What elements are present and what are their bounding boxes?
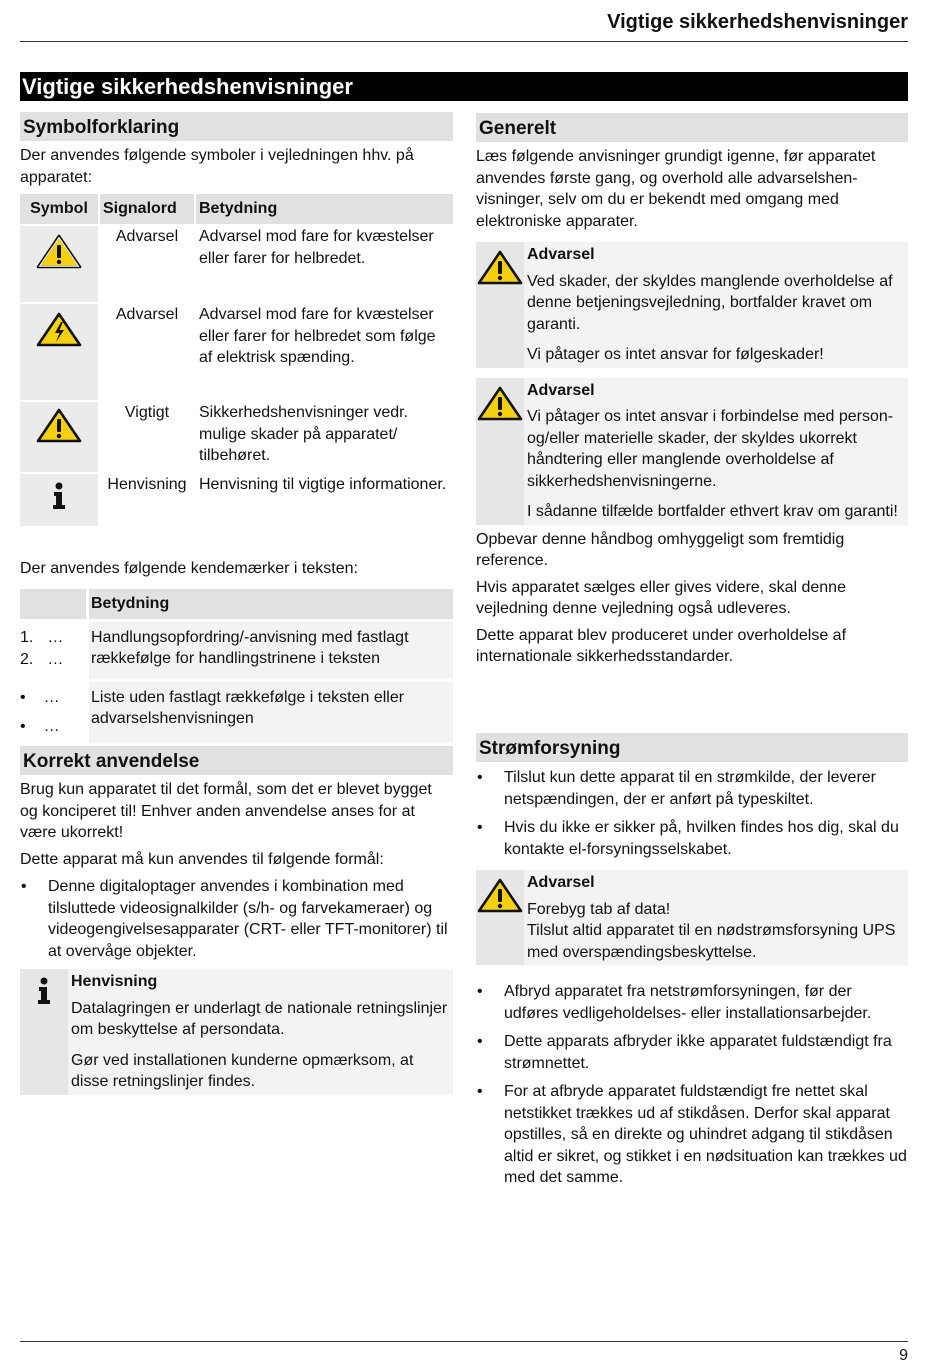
page-number: 9 xyxy=(899,1347,908,1364)
warning-line2: Tilslut altid apparatet til en nødstrømsforsyning UPS med overspændingsbeskyttelse. xyxy=(527,922,896,961)
signal-word: Advarsel xyxy=(115,306,179,323)
table-row xyxy=(20,474,453,526)
strom-heading: Strømforsyning xyxy=(476,733,908,762)
list-item: • Dette apparats afbryder ikke apparatet fuldstændigt fra strømnettet. xyxy=(476,1031,908,1074)
bullet-meaning: Liste uden fastlagt rækkefølge i teksten eller advarselshenvisningen xyxy=(89,682,453,743)
signal-word: Vigtigt xyxy=(124,404,170,421)
warning-icon xyxy=(476,242,524,368)
warning-title: Advarsel xyxy=(527,246,595,263)
warning-line1: Forebyg tab af data! xyxy=(527,900,671,918)
info-icon xyxy=(20,474,98,526)
warning-box xyxy=(476,870,908,965)
footer-rule xyxy=(20,1341,908,1342)
generelt-heading: Generelt xyxy=(476,113,908,142)
numbered-marker: 1. … 2. … xyxy=(20,628,64,668)
numbered-meaning: Handlungsopfordring/-anvisning med fastlagt rækkefølge for handlingstrinene i teksten xyxy=(89,622,453,679)
korrekt-p2: Dette apparat må kun anvendes til følgende formål: xyxy=(20,850,384,868)
list-item: • Afbryd apparatet fra netstrømforsyningen, før der udføres vedligeholdelses- eller installationsarbejder. xyxy=(476,981,908,1024)
symbol-section-heading: Symbolforklaring xyxy=(20,112,453,141)
warning-title: Advarsel xyxy=(527,874,595,891)
warning-title: Advarsel xyxy=(527,381,595,399)
generelt-made: Dette apparat blev produceret under overholdelse af internationale sikkerhedsstandarder. xyxy=(476,626,847,665)
list-item: • Denne digitaloptager anvendes i kombination med tilsluttede videosignalkilder (s/h- og farvekameraer) og videogengivelsesapparater (CRT- eller TFT-monitorer) til at overvåge objekter. xyxy=(20,876,453,962)
table-row xyxy=(20,402,453,472)
warning-box xyxy=(476,242,908,368)
bullet-marker: • … • … xyxy=(20,688,60,735)
meaning: Advarsel mod fare for kvæstelser eller farer for helbredet. xyxy=(199,228,434,267)
warning-p1: Ved skader, der skyldes manglende overholdelse af denne betjeningsvejledning, bortfalder kravet om garanti. xyxy=(527,272,893,333)
note-p1: Datalagringen er underlagt de nationale retningslinjer om beskyttelse af persondata. xyxy=(71,999,448,1038)
note-box xyxy=(20,969,453,1095)
warning-p2: I sådanne tilfælde bortfalder ethvert krav om garanti! xyxy=(527,503,898,520)
korrekt-section xyxy=(20,746,453,1095)
korrekt-heading: Korrekt anvendelse xyxy=(20,746,453,775)
warning-icon xyxy=(20,402,98,472)
marks-intro: Der anvendes følgende kendemærker i teksten: xyxy=(20,560,358,577)
warning-p2: Vi påtager os intet ansvar for følgeskader! xyxy=(527,346,824,363)
running-header: Vigtige sikkerhedshenvisninger xyxy=(607,11,908,33)
generelt-keep: Opbevar denne håndbog omhyggeligt som fremtidig reference. xyxy=(476,530,845,569)
warning-box xyxy=(476,378,908,525)
meaning: Advarsel mod fare for kvæstelser eller farer for helbredet som følge af elektrisk spænding. xyxy=(199,306,436,366)
marks-col-betydning: Betydning xyxy=(89,589,453,619)
symbol-table xyxy=(18,192,455,528)
symbol-intro: Der anvendes følgende symboler i vejledningen hhv. på apparatet: xyxy=(20,147,414,186)
col-betydning: Betydning xyxy=(196,194,453,224)
warning-icon xyxy=(20,226,98,302)
info-icon xyxy=(20,969,68,1095)
note-p2: Gør ved installationen kunderne opmærksom, at disse retningslinjer findes. xyxy=(71,1051,414,1090)
right-column xyxy=(476,113,908,668)
warning-icon xyxy=(476,378,524,525)
col-symbol: Symbol xyxy=(20,194,98,224)
signal-word: Advarsel xyxy=(115,228,179,245)
list-item: • Tilslut kun dette apparat til en strømkilde, der leverer netspændingen, der er anført på typeskiltet. xyxy=(476,767,908,810)
warning-p1: Vi påtager os intet ansvar i forbindelse med person- og/eller materielle skader, der skyldes ukorrekt håndtering eller manglende overholdelse af sikkerhedshenvisningerne. xyxy=(527,408,894,490)
warning-icon xyxy=(476,870,524,965)
left-column xyxy=(20,112,453,743)
generelt-intro: Læs følgende anvisninger grundigt igenne, før apparatet anvendes første gang, og overhold alle advarselshen-visninger, selv om du er bekendt med omgang med elektroniske apparater. xyxy=(476,148,876,230)
main-title: Vigtige sikkerhedshenvisninger xyxy=(20,72,908,101)
header-rule xyxy=(20,41,908,42)
meaning: Henvisning til vigtige informationer. xyxy=(199,476,447,493)
list-item: • Hvis du ikke er sikker på, hvilken findes hos dig, skal du kontakte el-forsyningsselskabet. xyxy=(476,817,908,860)
strom-section xyxy=(476,733,908,1196)
table-row xyxy=(20,226,453,302)
col-signalord: Signalord xyxy=(100,194,194,224)
list-item: • For at afbryde apparatet fuldstændigt fre nettet skal netstikket trækkes ud af stikdåsen. Derfor skal apparat opstilles, så en direkte og uhindret adgang til stikdåsen altid er sikret, og stikket i en nødsituation kan trækkes ud med det samme. xyxy=(476,1081,908,1189)
korrekt-p1: Brug kun apparatet til det formål, som det er blevet bygget og konciperet til! Enhver anden anvendelse anses for at være ukorrekt! xyxy=(20,781,432,841)
electric-warning-icon xyxy=(20,304,98,400)
generelt-sell: Hvis apparatet sælges eller gives videre, skal denne vejledning denne vejledning også udleveres. xyxy=(476,578,846,617)
note-title: Henvisning xyxy=(71,973,158,990)
signal-word: Henvisning xyxy=(107,476,187,493)
table-row xyxy=(20,304,453,400)
marks-table xyxy=(20,589,453,743)
meaning: Sikkerhedshenvisninger vedr. mulige skader på apparatet/ tilbehøret. xyxy=(199,404,409,464)
